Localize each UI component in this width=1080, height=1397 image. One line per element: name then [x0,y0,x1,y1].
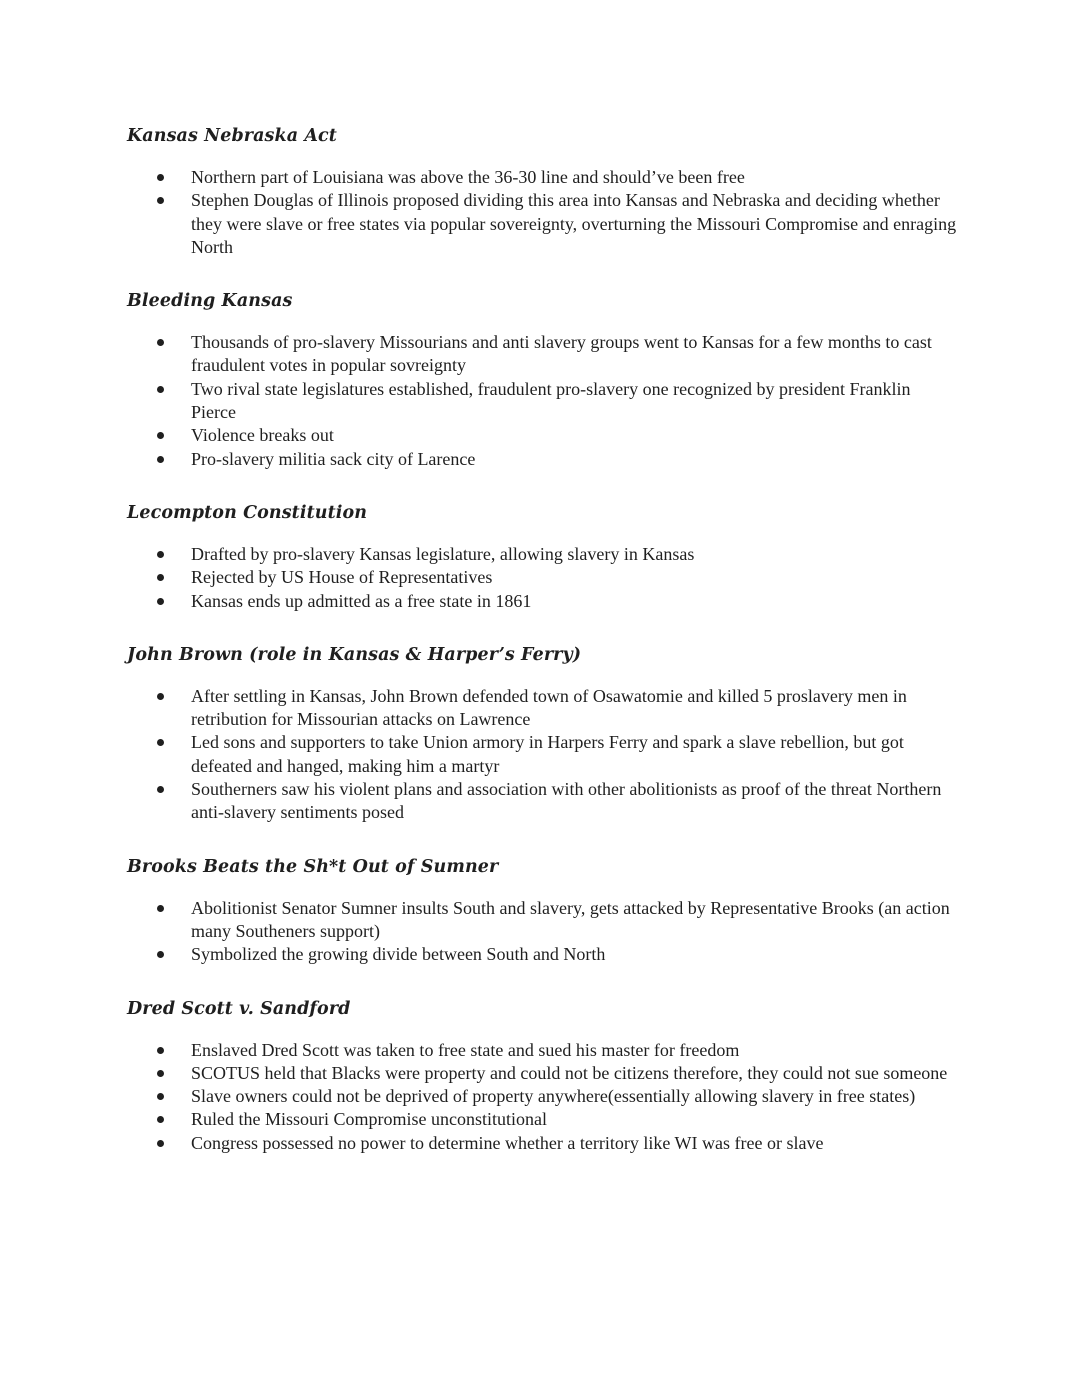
bullet-dot-icon [157,693,164,700]
bullet-list [127,685,957,825]
bullet-dot-icon [157,786,164,793]
list-item-text: Stephen Douglas of Illinois proposed dividing this area into Kansas and Nebraska and deciding whether they were slave or free states via popular sovereignty, overturning the Missouri Compromise and enraging North [191,190,957,257]
list-item [127,731,957,778]
section-heading: Bleeding Kansas [127,291,293,312]
notes-section [127,289,957,471]
list-item [127,1085,957,1108]
list-item [127,1132,957,1155]
bullet-dot-icon [157,339,164,346]
bullet-list [127,897,957,967]
list-item-text: Violence breaks out [191,425,334,446]
bullet-list [127,331,957,471]
list-item-text: Pro-slavery militia sack city of Larence [191,448,476,469]
bullet-list [127,1039,957,1155]
bullet-dot-icon [157,456,164,463]
notes-section [127,997,957,1155]
list-item [127,778,957,825]
list-item [127,897,957,944]
list-item-text: Led sons and supporters to take Union armory in Harpers Ferry and spark a slave rebellion, but got defeated and hanged, making him a martyr [191,732,904,776]
list-item-text: Rejected by US House of Representatives [191,567,493,588]
list-item [127,331,957,378]
list-item-text: Southerners saw his violent plans and association with other abolitionists as proof of the threat Northern anti-slavery sentiments posed [191,779,942,823]
notes-section [127,124,957,259]
bullet-dot-icon [157,1047,164,1054]
list-item [127,189,957,259]
bullet-dot-icon [157,905,164,912]
bullet-dot-icon [157,1093,164,1100]
list-item [127,566,957,589]
section-heading: Kansas Nebraska Act [127,126,337,146]
list-item-text: Congress possessed no power to determine whether a territory like WI was free or slave [191,1132,824,1153]
section-heading: John Brown (role in Kansas & Harper’s Ferry) [127,644,582,665]
list-item-text: Ruled the Missouri Compromise unconstitutional [191,1109,547,1130]
bullet-dot-icon [157,739,164,746]
bullet-dot-icon [157,197,164,204]
bullet-dot-icon [157,174,164,181]
notes-section [127,643,957,825]
bullet-dot-icon [157,1140,164,1147]
list-item [127,1039,957,1062]
list-item-text: Enslaved Dred Scott was taken to free state and sued his master for freedom [191,1039,740,1060]
bullet-list [127,543,957,613]
list-item [127,943,957,966]
bullet-list [127,166,957,259]
list-item [127,1062,957,1085]
list-item [127,685,957,732]
bullet-dot-icon [157,598,164,605]
list-item-text: Abolitionist Senator Sumner insults South and slavery, gets attacked by Representative Brooks (an action many Southeners support) [191,897,950,941]
list-item-text: Kansas ends up admitted as a free state in 1861 [191,590,532,611]
section-heading: Brooks Beats the Sh*t Out of Sumner [127,856,499,877]
list-item [127,543,957,566]
list-item-text: SCOTUS held that Blacks were property and could not be citizens therefore, they could not sue someone [191,1062,948,1083]
list-item-text: Symbolized the growing divide between South and North [191,944,606,965]
bullet-dot-icon [157,432,164,439]
list-item [127,1108,957,1131]
bullet-dot-icon [157,551,164,558]
notes-section [127,855,957,967]
notes-content [127,124,957,1185]
notes-section [127,501,957,613]
list-item-text: Two rival state legislatures established, fraudulent pro-slavery one recognized by president Franklin Pierce [191,378,911,423]
bullet-dot-icon [157,951,164,958]
list-item-text: Drafted by pro-slavery Kansas legislature, allowing slavery in Kansas [191,543,695,564]
list-item-text: Thousands of pro-slavery Missourians and anti slavery groups went to Kansas for a few months to cast fraudulent votes in popular sovreignty [191,332,932,376]
list-item [127,378,957,425]
bullet-dot-icon [157,1116,164,1123]
bullet-dot-icon [157,574,164,581]
list-item-text: Slave owners could not be deprived of property anywhere(essentially allowing slavery in free states) [191,1086,916,1107]
bullet-dot-icon [157,386,164,393]
list-item [127,424,957,447]
section-heading: Lecompton Constitution [127,502,368,523]
list-item-text: After settling in Kansas, John Brown defended town of Osawatomie and killed 5 proslavery men in retribution for Missourian attacks on Lawrence [191,685,907,730]
list-item-text: Northern part of Louisiana was above the 36-30 line and should’ve been free [191,167,745,187]
list-item [127,166,957,189]
section-heading: Dred Scott v. Sandford [127,998,351,1019]
list-item [127,590,957,613]
bullet-dot-icon [157,1070,164,1077]
list-item [127,448,957,471]
